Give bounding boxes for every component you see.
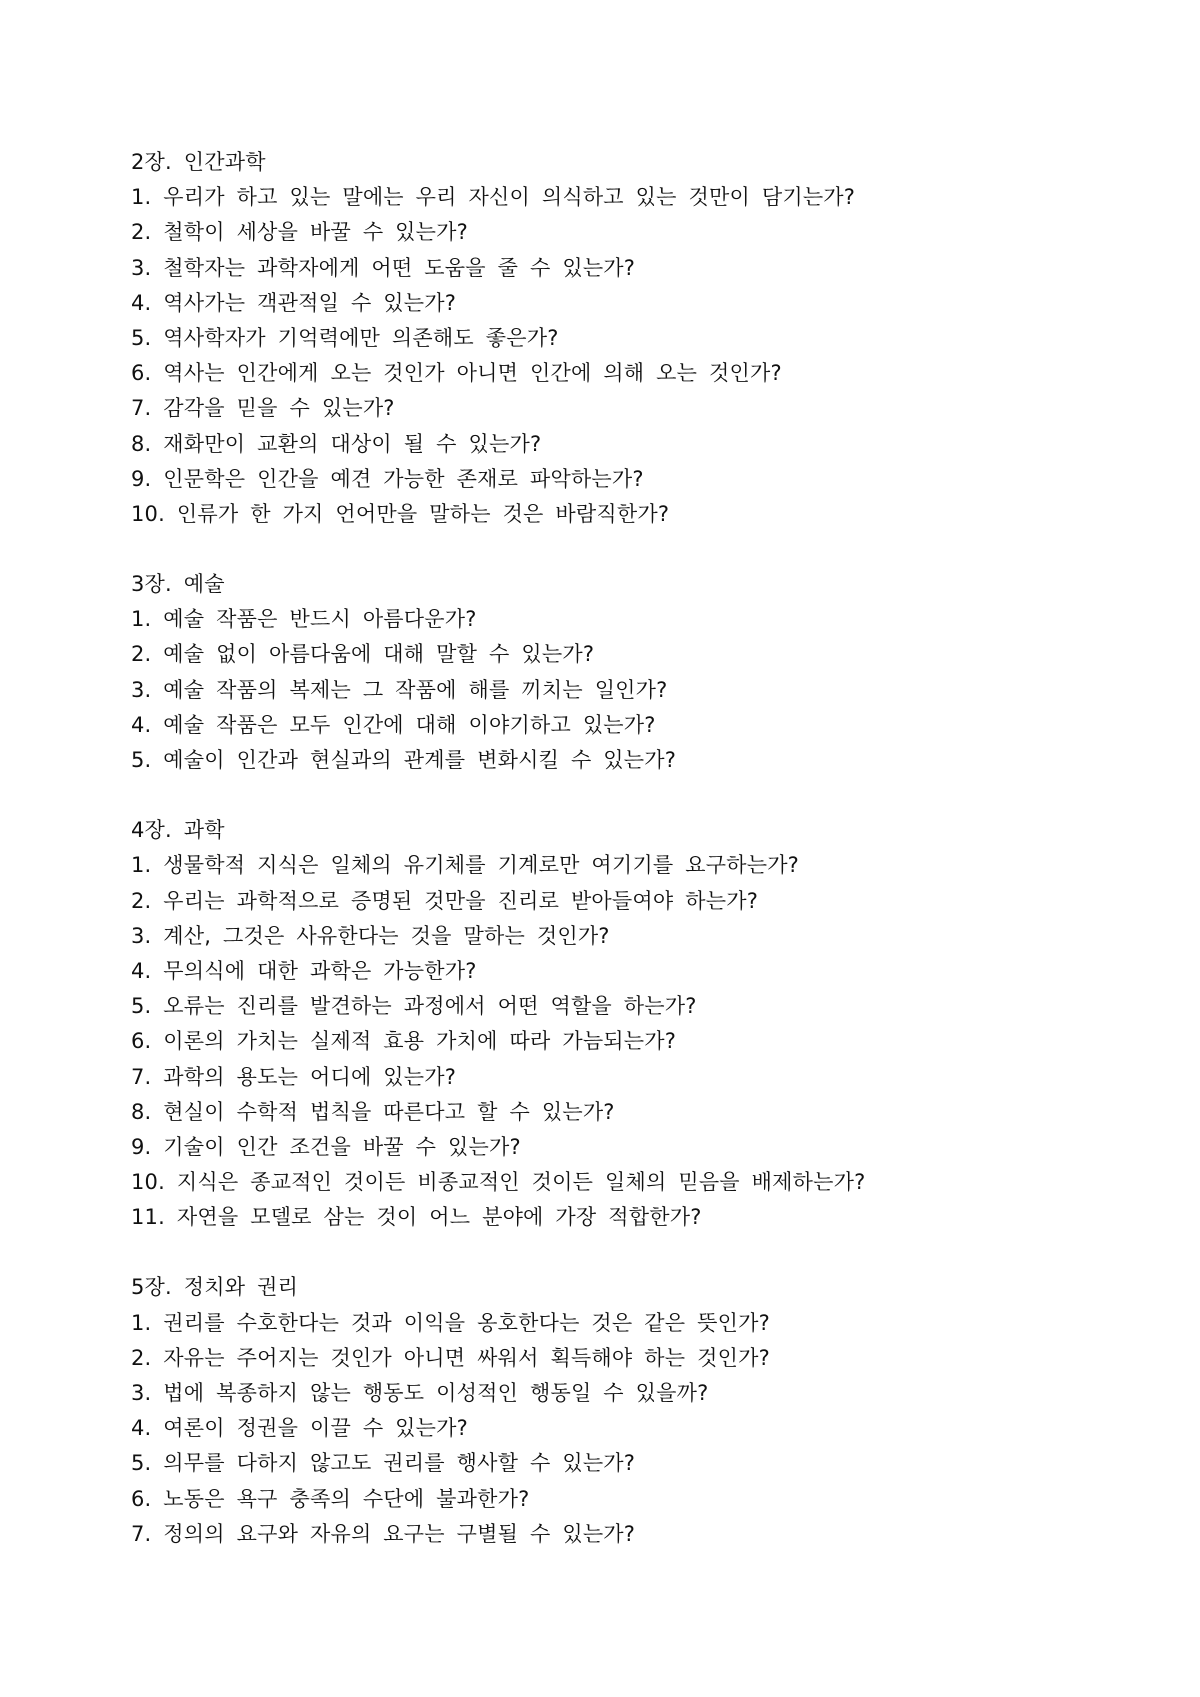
question-item: 2. 우리는 과학적으로 증명된 것만을 진리로 받아들여야 하는가? [131, 888, 759, 913]
question-item: 1. 생물학적 지식은 일체의 유기체를 기계로만 여기기를 요구하는가? [131, 853, 800, 878]
question-item: 10. 인류가 한 가지 언어만을 말하는 것은 바람직한가? [131, 501, 670, 526]
question-item: 4. 여론이 정권을 이끌 수 있는가? [131, 1416, 468, 1441]
question-item: 1. 우리가 하고 있는 말에는 우리 자신이 의식하고 있는 것만이 담기는가? [131, 185, 856, 210]
question-item: 6. 역사는 인간에게 오는 것인가 아니면 인간에 의해 오는 것인가? [131, 361, 782, 386]
question-item: 3. 예술 작품의 복제는 그 작품에 해를 끼치는 일인가? [131, 677, 668, 702]
question-item: 5. 의무를 다하지 않고도 권리를 행사할 수 있는가? [131, 1451, 636, 1476]
chapter-5-section [131, 1270, 1131, 1552]
question-item: 2. 예술 없이 아름다움에 대해 말할 수 있는가? [131, 642, 595, 667]
question-item: 5. 역사학자가 기억력에만 의존해도 좋은가? [131, 325, 559, 350]
question-item: 4. 무의식에 대한 과학은 가능한가? [131, 958, 477, 983]
question-item: 5. 예술이 인간과 현실과의 관계를 변화시킬 수 있는가? [131, 748, 677, 772]
question-item: 4. 역사가는 객관적일 수 있는가? [131, 290, 457, 315]
chapter-heading: 3장. 예술 [131, 572, 225, 597]
question-item: 3. 철학자는 과학자에게 어떤 도움을 줄 수 있는가? [131, 255, 636, 280]
question-item: 1. 예술 작품은 반드시 아름다운가? [131, 607, 477, 632]
question-item: 1. 권리를 수호한다는 것과 이익을 옹호한다는 것은 같은 뜻인가? [131, 1310, 770, 1335]
question-item: 7. 과학의 용도는 어디에 있는가? [131, 1064, 457, 1089]
question-item: 2. 자유는 주어지는 것인가 아니면 싸워서 획득해야 하는 것인가? [131, 1345, 770, 1370]
question-item: 3. 법에 복종하지 않는 행동도 이성적인 행동일 수 있을까? [131, 1381, 709, 1405]
question-item: 4. 예술 작품은 모두 인간에 대해 이야기하고 있는가? [131, 712, 656, 737]
question-item: 5. 오류는 진리를 발견하는 과정에서 어떤 역할을 하는가? [131, 994, 697, 1019]
chapter-2-section [131, 145, 1131, 532]
question-item: 8. 현실이 수학적 법칙을 따른다고 할 수 있는가? [131, 1099, 615, 1124]
question-item: 8. 재화만이 교환의 대상이 될 수 있는가? [131, 431, 542, 456]
chapter-4-section [131, 813, 1131, 1235]
question-item: 6. 이론의 가치는 실제적 효용 가치에 따라 가늠되는가? [131, 1029, 677, 1054]
question-list [131, 848, 1131, 1235]
chapter-3-section [131, 567, 1131, 778]
question-item: 7. 정의의 요구와 자유의 요구는 구별될 수 있는가? [131, 1521, 636, 1546]
chapter-heading: 2장. 인간과학 [131, 150, 266, 174]
question-list [131, 1306, 1131, 1552]
question-item: 6. 노동은 욕구 충족의 수단에 불과한가? [131, 1486, 530, 1511]
question-item: 7. 감각을 믿을 수 있는가? [131, 396, 395, 421]
question-list [131, 180, 1131, 532]
question-item: 9. 기술이 인간 조건을 바꿀 수 있는가? [131, 1134, 521, 1159]
question-item: 10. 지식은 종교적인 것이든 비종교적인 것이든 일체의 믿음을 배제하는가? [131, 1170, 866, 1195]
question-item: 9. 인문학은 인간을 예견 가능한 존재로 파악하는가? [131, 466, 644, 491]
chapter-heading: 4장. 과학 [131, 818, 225, 843]
question-item: 11. 자연을 모델로 삼는 것이 어느 분야에 가장 적합한가? [131, 1205, 702, 1230]
chapter-heading: 5장. 정치와 권리 [131, 1275, 299, 1300]
question-item: 2. 철학이 세상을 바꿀 수 있는가? [131, 220, 468, 245]
question-item: 3. 계산, 그것은 사유한다는 것을 말하는 것인가? [131, 923, 610, 948]
document-page [131, 145, 1131, 1587]
question-list [131, 602, 1131, 778]
